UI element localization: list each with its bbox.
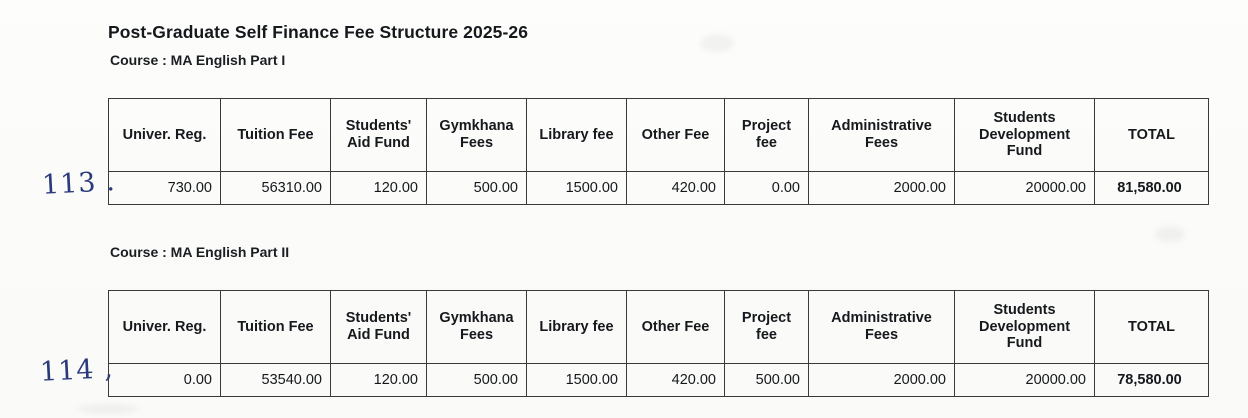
cell-library-fee: 1500.00	[527, 172, 627, 205]
cell-other-fee: 420.00	[627, 364, 725, 397]
cell-administrative-fees: 2000.00	[809, 364, 955, 397]
table-header-row	[109, 291, 1209, 364]
cell-gymkhana-fees: 500.00	[427, 364, 527, 397]
header-line: Administrative	[831, 118, 932, 135]
header-line: Students'	[345, 310, 412, 327]
header-line: Aid Fund	[347, 135, 410, 151]
column-header-library-fee	[527, 291, 627, 364]
column-header-students-aid-fund	[331, 291, 427, 364]
header-line: Administrative	[831, 310, 932, 327]
header-line: Library fee	[539, 318, 614, 335]
header-line: fee	[756, 135, 777, 151]
column-header-administrative-fees	[809, 291, 955, 364]
header-line: Aid Fund	[347, 327, 410, 343]
cell-students-development-fund: 20000.00	[955, 172, 1095, 205]
header-line: Fees	[459, 327, 494, 343]
column-header-students-development-fund	[955, 291, 1095, 364]
header-line: TOTAL	[1128, 318, 1175, 335]
header-line: Development	[978, 318, 1071, 335]
column-header-library-fee	[527, 99, 627, 172]
scan-smudge	[700, 34, 734, 52]
cell-tuition-fee: 53540.00	[221, 364, 331, 397]
cell-students-aid-fund: 120.00	[331, 172, 427, 205]
table-row	[109, 364, 1209, 397]
header-line: Fund	[1006, 335, 1043, 352]
header-line: Project	[741, 118, 792, 135]
cell-other-fee: 420.00	[627, 172, 725, 205]
header-line: Univer. Reg.	[122, 126, 207, 143]
cell-library-fee: 1500.00	[527, 364, 627, 397]
column-header-students-development-fund	[955, 99, 1095, 172]
cell-project-fee: 0.00	[725, 172, 809, 205]
column-header-tuition-fee	[221, 99, 331, 172]
column-header-other-fee	[627, 99, 725, 172]
column-header-project-fee	[725, 99, 809, 172]
cell-total: 78,580.00	[1095, 364, 1209, 397]
header-line: Students	[993, 109, 1056, 126]
column-header-gymkhana-fees	[427, 291, 527, 364]
cell-administrative-fees: 2000.00	[809, 172, 955, 205]
cell-students-development-fund: 20000.00	[955, 364, 1095, 397]
header-line: Univer. Reg.	[122, 318, 207, 335]
cell-tuition-fee: 56310.00	[221, 172, 331, 205]
table-header-row	[109, 99, 1209, 172]
header-line: Gymkhana	[439, 310, 514, 327]
column-header-total	[1095, 291, 1209, 364]
cell-project-fee: 500.00	[725, 364, 809, 397]
header-line: fee	[756, 327, 777, 343]
column-header-gymkhana-fees	[427, 99, 527, 172]
course-label-part-1: Course : MA English Part I	[110, 52, 286, 68]
header-line: Other Fee	[641, 318, 710, 335]
cell-total: 81,580.00	[1095, 172, 1209, 205]
column-header-administrative-fees	[809, 99, 955, 172]
table-row	[109, 172, 1209, 205]
header-line: Students'	[345, 118, 412, 135]
header-line: Tuition Fee	[237, 126, 314, 143]
column-header-project-fee	[725, 291, 809, 364]
header-line: Fund	[1006, 143, 1043, 160]
column-header-students-aid-fund	[331, 99, 427, 172]
fee-table-part-1	[108, 98, 1209, 205]
header-line: Tuition Fee	[237, 318, 314, 335]
header-line: Students	[993, 301, 1056, 318]
cell-univer-reg: 730.00	[109, 172, 221, 205]
scan-smudge	[1155, 226, 1185, 242]
header-line: Fees	[864, 327, 899, 343]
column-header-univer-reg	[109, 291, 221, 364]
handwritten-page-mark-1: 113 .	[41, 166, 117, 201]
header-line: Development	[978, 126, 1071, 143]
column-header-other-fee	[627, 291, 725, 364]
header-line: Gymkhana	[439, 118, 514, 135]
page-title: Post-Graduate Self Finance Fee Structure 2025-26	[108, 22, 529, 42]
handwritten-page-mark-2: 114 ,	[39, 353, 115, 388]
column-header-total	[1095, 99, 1209, 172]
header-line: Project	[741, 310, 792, 327]
fee-table-part-2	[108, 290, 1209, 397]
scan-smudge	[78, 404, 138, 414]
header-line: Library fee	[539, 126, 614, 143]
course-label-part-2: Course : MA English Part II	[110, 244, 290, 260]
cell-univer-reg: 0.00	[109, 364, 221, 397]
header-line: TOTAL	[1128, 126, 1175, 143]
column-header-tuition-fee	[221, 291, 331, 364]
header-line: Fees	[459, 135, 494, 151]
header-line: Fees	[864, 135, 899, 151]
column-header-univer-reg	[109, 99, 221, 172]
cell-students-aid-fund: 120.00	[331, 364, 427, 397]
cell-gymkhana-fees: 500.00	[427, 172, 527, 205]
header-line: Other Fee	[641, 126, 710, 143]
